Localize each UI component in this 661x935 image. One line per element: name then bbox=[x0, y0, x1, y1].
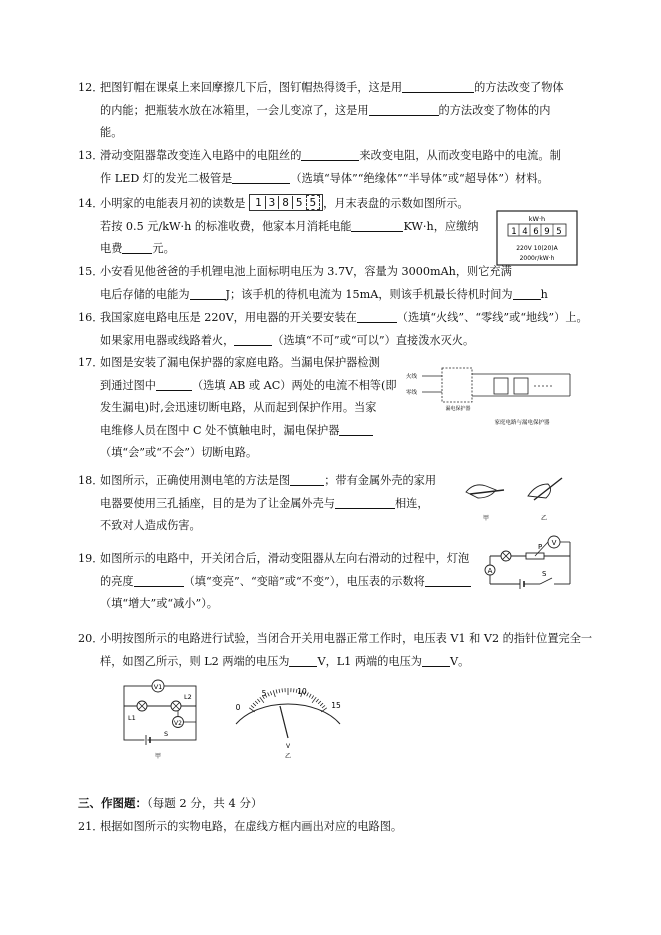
dial-tick bbox=[273, 690, 275, 697]
rheostat-circuit-figure bbox=[480, 532, 578, 590]
dial-tick bbox=[260, 697, 264, 703]
question-13: 13． 滑动变阻器靠改变连入电路中的电阻丝的 来改变电阻，从而改变电路中的电流。制 作 LED 灯的发光二极管是 （选填“导体”“绝缘体”“半导体”或“超导体”）材料。 bbox=[78, 149, 561, 185]
answer-blank[interactable] bbox=[422, 653, 450, 667]
svg-text:4: 4 bbox=[522, 227, 528, 237]
answer-blank[interactable] bbox=[513, 286, 541, 300]
dial-tick bbox=[276, 690, 277, 694]
question-17: 17． 如图是安装了漏电保护器的家庭电路。当漏电保护器检测 到通过图中 （选填 AB 或 AC）两处的电流不相等(即 发生漏电)时,会迅速切断电路，从而起到保护作用。当家 电维修人员在图中 C 处不慎触电时，漏电保护器 （填“会”或“不会”）切断电路。 bbox=[78, 356, 397, 459]
answer-blank[interactable] bbox=[290, 472, 324, 486]
voltmeter-dial-figure-yi bbox=[226, 682, 350, 760]
answer-blank[interactable] bbox=[339, 422, 373, 436]
svg-text:6: 6 bbox=[533, 227, 539, 237]
question-18: 18． 如图所示，正确使用测电笔的方法是图 ；带有金属外壳的家用 电器要使用三孔插座，目的是为了让金属外壳与 相连， 不致对人造成伤害。 bbox=[78, 474, 437, 532]
dial-tick bbox=[307, 693, 309, 697]
answer-blank[interactable] bbox=[402, 79, 474, 93]
dial-tick bbox=[279, 689, 280, 693]
question-12: 12． 把图钉帽在课桌上来回摩擦几下后，图钉帽热得烫手，这是用 的方法改变了物体 的内能；把瓶装水放在冰箱里，一会儿变凉了，这是用 的方法改变了物体的内 能。 bbox=[78, 81, 564, 139]
answer-blank[interactable] bbox=[122, 240, 152, 254]
dial-tick bbox=[268, 693, 270, 697]
voltmeter-circuit-figure-jia bbox=[118, 676, 204, 760]
svg-text:乙: 乙 bbox=[284, 753, 292, 760]
svg-text:漏电保护器: 漏电保护器 bbox=[445, 406, 471, 412]
answer-blank[interactable] bbox=[357, 309, 397, 323]
dial-tick bbox=[316, 699, 319, 702]
answer-blank[interactable] bbox=[335, 495, 395, 509]
answer-blank[interactable] bbox=[351, 218, 403, 232]
svg-text:P: P bbox=[538, 543, 543, 551]
svg-text:V: V bbox=[551, 539, 557, 547]
question-15: 15． 小安看见他爸爸的手机锂电池上面标明电压为 3.7V，容量为 3000mAh，则它充满 电后存储的电能为 J；该手机的待机电流为 15mA，则该手机最长待机时间为 h bbox=[78, 265, 548, 301]
dial-tick bbox=[309, 694, 311, 698]
svg-text:2000r/kW·h: 2000r/kW·h bbox=[519, 255, 555, 262]
svg-text:零线: 零线 bbox=[406, 390, 418, 396]
svg-text:220V 10(20)A: 220V 10(20)A bbox=[516, 245, 558, 252]
section-heading: 三、作图题：（每题 2 分，共 4 分） bbox=[78, 796, 263, 810]
answer-blank[interactable] bbox=[289, 653, 317, 667]
svg-text:火线: 火线 bbox=[406, 374, 418, 380]
answer-blank[interactable] bbox=[156, 377, 192, 391]
svg-text:5: 5 bbox=[261, 689, 267, 698]
question-14: 14． 小明家的电能表月初的读数是 1 3 8 5 5 ，月末表盘的示数如图所示。 若按 0.5 元/kW·h 的标准收费，他家本月消耗电能 KW·h，应缴纳 电费 元。 bbox=[78, 196, 479, 255]
svg-text:L2: L2 bbox=[184, 693, 192, 701]
dial-tick bbox=[270, 691, 272, 695]
answer-blank[interactable] bbox=[301, 147, 359, 161]
svg-text:0: 0 bbox=[235, 703, 241, 712]
electric-meter-figure bbox=[496, 210, 578, 266]
test-pen-figure bbox=[456, 470, 576, 526]
svg-text:kW·h: kW·h bbox=[528, 215, 546, 223]
svg-text:甲: 甲 bbox=[482, 515, 490, 522]
svg-text:家庭电路与漏电保护器: 家庭电路与漏电保护器 bbox=[494, 420, 550, 426]
dial-tick bbox=[255, 701, 258, 704]
answer-blank[interactable] bbox=[134, 573, 184, 587]
svg-text:V2: V2 bbox=[174, 720, 182, 727]
dial-tick bbox=[294, 688, 295, 692]
svg-text:A: A bbox=[487, 567, 493, 575]
svg-text:甲: 甲 bbox=[154, 753, 162, 760]
dial-tick bbox=[251, 705, 254, 708]
svg-text:15: 15 bbox=[331, 701, 341, 710]
dial-tick bbox=[249, 708, 255, 712]
svg-text:S: S bbox=[542, 570, 547, 578]
dial-tick bbox=[322, 705, 325, 708]
dial-tick bbox=[320, 703, 323, 706]
svg-text:S: S bbox=[164, 730, 169, 738]
question-16: 16． 我国家庭电路电压是 220V，用电器的开关要安装在 （选填“火线”、“零线”或“地线”）上。 如果家用电器或线路着火， （选填“不可”或“可以”）直接泼水灭火。 bbox=[78, 311, 588, 347]
svg-text:乙: 乙 bbox=[540, 515, 548, 522]
svg-text:5: 5 bbox=[556, 227, 562, 237]
dial-tick bbox=[312, 697, 316, 703]
svg-text:L1: L1 bbox=[128, 714, 136, 722]
dial-tick bbox=[253, 703, 256, 706]
answer-blank[interactable] bbox=[190, 286, 226, 300]
svg-text:9: 9 bbox=[544, 227, 550, 237]
answer-blank[interactable] bbox=[425, 573, 471, 587]
question-19: 19． 如图所示的电路中，开关闭合后，滑动变阻器从左向右滑动的过程中，灯泡 的亮度 （填“变亮”、“变暗”或“不变”），电压表的示数将 （填“增大”或“减小”）。 bbox=[78, 552, 470, 610]
dial-tick bbox=[312, 696, 314, 699]
leakage-protector-circuit-figure bbox=[402, 360, 580, 432]
meter-start-reading: 1 3 8 5 5 bbox=[249, 194, 323, 211]
dial-tick bbox=[257, 699, 260, 702]
dial-tick bbox=[318, 701, 321, 704]
question-21: 21． 根据如图所示的实物电路，在虚线方框内画出对应的电路图。 bbox=[78, 820, 403, 833]
answer-blank[interactable] bbox=[232, 170, 290, 184]
answer-blank[interactable] bbox=[369, 102, 439, 116]
dial-tick bbox=[321, 708, 327, 712]
svg-text:V1: V1 bbox=[153, 683, 163, 691]
answer-blank[interactable] bbox=[234, 332, 272, 346]
question-20: 20． 小明按图所示的电路进行试验，当闭合开关用电器正常工作时，电压表 V1 和 V2 的指针位置完全一 样，如图乙所示，则 L2 两端的电压为 V，L1 两端的电压为 V。 bbox=[78, 632, 593, 668]
dial-tick bbox=[282, 688, 283, 692]
svg-text:V: V bbox=[285, 743, 291, 750]
svg-text:1: 1 bbox=[511, 227, 517, 237]
svg-text:10: 10 bbox=[297, 687, 307, 696]
